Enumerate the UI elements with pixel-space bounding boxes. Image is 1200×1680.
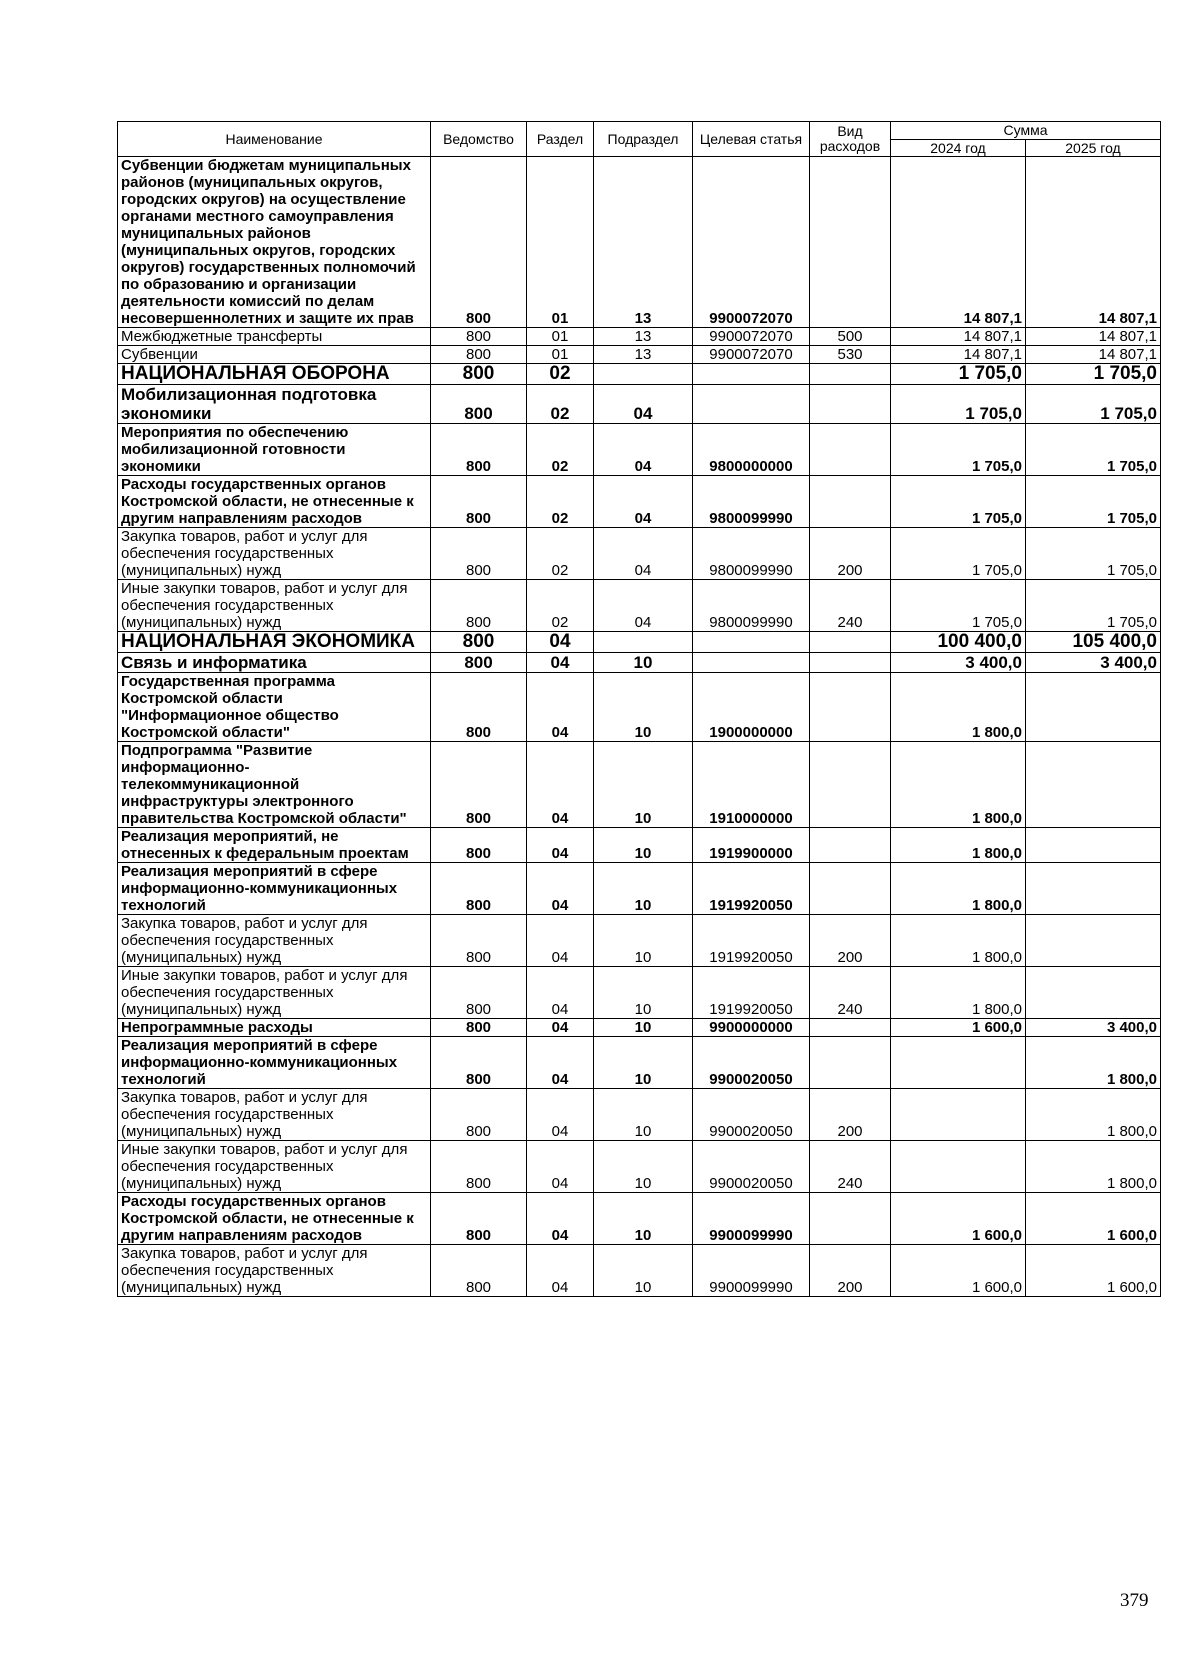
cell-dept: 800 bbox=[431, 632, 527, 653]
table-row bbox=[118, 828, 1161, 863]
cell-target: 9900072070 bbox=[693, 157, 810, 328]
cell-2024: 1 800,0 bbox=[891, 915, 1026, 967]
cell-name: Иные закупки товаров, работ и услуг для обеспечения государственных (муниципальных) нужд bbox=[118, 1141, 431, 1193]
cell-kind: 200 bbox=[810, 1089, 891, 1141]
cell-section: 04 bbox=[527, 1037, 594, 1089]
cell-name: Расходы государственных органов Костромской области, не отнесенные к другим направлениям расходов bbox=[118, 476, 431, 528]
cell-subsection: 10 bbox=[594, 863, 693, 915]
cell-name: НАЦИОНАЛЬНАЯ ЭКОНОМИКА bbox=[118, 632, 431, 653]
cell-target: 1919920050 bbox=[693, 915, 810, 967]
cell-section: 01 bbox=[527, 346, 594, 364]
cell-section: 02 bbox=[527, 476, 594, 528]
cell-target: 1900000000 bbox=[693, 673, 810, 742]
cell-2024: 1 600,0 bbox=[891, 1193, 1026, 1245]
cell-dept: 800 bbox=[431, 742, 527, 828]
table-row bbox=[118, 863, 1161, 915]
cell-2024: 1 705,0 bbox=[891, 364, 1026, 385]
cell-target: 9900072070 bbox=[693, 346, 810, 364]
cell-target: 9900072070 bbox=[693, 328, 810, 346]
table-row bbox=[118, 1089, 1161, 1141]
table-body bbox=[118, 157, 1161, 1297]
cell-kind: 200 bbox=[810, 528, 891, 580]
cell-kind bbox=[810, 476, 891, 528]
cell-subsection: 04 bbox=[594, 580, 693, 632]
cell-section: 02 bbox=[527, 528, 594, 580]
cell-dept: 800 bbox=[431, 1193, 527, 1245]
cell-kind bbox=[810, 632, 891, 653]
cell-dept: 800 bbox=[431, 863, 527, 915]
cell-subsection: 04 bbox=[594, 528, 693, 580]
header-sum: Сумма bbox=[891, 122, 1161, 140]
cell-2024 bbox=[891, 1089, 1026, 1141]
cell-2025: 3 400,0 bbox=[1026, 653, 1161, 673]
cell-name: Мобилизационная подготовка экономики bbox=[118, 385, 431, 424]
cell-2024: 1 800,0 bbox=[891, 967, 1026, 1019]
cell-subsection: 04 bbox=[594, 476, 693, 528]
cell-name: Государственная программа Костромской области "Информационное общество Костромской области" bbox=[118, 673, 431, 742]
table-row bbox=[118, 1019, 1161, 1037]
cell-kind bbox=[810, 157, 891, 328]
header-target: Целевая статья bbox=[693, 122, 810, 157]
cell-2025: 1 800,0 bbox=[1026, 1037, 1161, 1089]
cell-dept: 800 bbox=[431, 328, 527, 346]
cell-2024: 3 400,0 bbox=[891, 653, 1026, 673]
cell-subsection: 10 bbox=[594, 967, 693, 1019]
header-2024: 2024 год bbox=[891, 140, 1026, 157]
cell-kind: 240 bbox=[810, 580, 891, 632]
table-header bbox=[118, 122, 1161, 157]
table-row bbox=[118, 653, 1161, 673]
cell-subsection: 10 bbox=[594, 742, 693, 828]
cell-2024: 1 600,0 bbox=[891, 1245, 1026, 1297]
cell-dept: 800 bbox=[431, 673, 527, 742]
table-row bbox=[118, 364, 1161, 385]
cell-target: 9900099990 bbox=[693, 1245, 810, 1297]
cell-section: 04 bbox=[527, 1089, 594, 1141]
cell-target: 9800000000 bbox=[693, 424, 810, 476]
cell-kind bbox=[810, 653, 891, 673]
table-row bbox=[118, 580, 1161, 632]
cell-2025: 1 800,0 bbox=[1026, 1141, 1161, 1193]
cell-name: Реализация мероприятий в сфере информационно-коммуникационных технологий bbox=[118, 863, 431, 915]
cell-name: Межбюджетные трансферты bbox=[118, 328, 431, 346]
cell-subsection: 13 bbox=[594, 346, 693, 364]
cell-dept: 800 bbox=[431, 1019, 527, 1037]
cell-target: 9800099990 bbox=[693, 476, 810, 528]
cell-section: 04 bbox=[527, 742, 594, 828]
table-row bbox=[118, 424, 1161, 476]
cell-name: Мероприятия по обеспечению мобилизационной готовности экономики bbox=[118, 424, 431, 476]
cell-name: Связь и информатика bbox=[118, 653, 431, 673]
table-row bbox=[118, 1245, 1161, 1297]
cell-name: Иные закупки товаров, работ и услуг для обеспечения государственных (муниципальных) нужд bbox=[118, 967, 431, 1019]
cell-target: 9900020050 bbox=[693, 1037, 810, 1089]
cell-section: 02 bbox=[527, 385, 594, 424]
cell-target: 1919920050 bbox=[693, 863, 810, 915]
cell-target: 9900020050 bbox=[693, 1089, 810, 1141]
header-section: Раздел bbox=[527, 122, 594, 157]
cell-2025: 1 705,0 bbox=[1026, 424, 1161, 476]
cell-2025 bbox=[1026, 673, 1161, 742]
cell-section: 04 bbox=[527, 1019, 594, 1037]
budget-table-container bbox=[117, 121, 1160, 1297]
cell-subsection: 10 bbox=[594, 653, 693, 673]
cell-section: 04 bbox=[527, 673, 594, 742]
cell-dept: 800 bbox=[431, 528, 527, 580]
cell-dept: 800 bbox=[431, 476, 527, 528]
cell-target bbox=[693, 385, 810, 424]
header-2025: 2025 год bbox=[1026, 140, 1161, 157]
cell-2025: 1 705,0 bbox=[1026, 364, 1161, 385]
cell-kind bbox=[810, 828, 891, 863]
cell-subsection: 10 bbox=[594, 828, 693, 863]
cell-subsection: 04 bbox=[594, 385, 693, 424]
cell-2025: 1 800,0 bbox=[1026, 1089, 1161, 1141]
table-row bbox=[118, 632, 1161, 653]
cell-subsection: 10 bbox=[594, 1245, 693, 1297]
cell-subsection: 13 bbox=[594, 157, 693, 328]
cell-section: 04 bbox=[527, 1193, 594, 1245]
cell-dept: 800 bbox=[431, 346, 527, 364]
cell-name: Субвенции бюджетам муниципальных районов (муниципальных округов, городских округов) на осуществление органами местного самоуправления муниципальных районов (муниципальных округов, городских округов) государственных полномочий по образованию и организации деятельности комиссий по делам несовершеннолетних и защите их прав bbox=[118, 157, 431, 328]
cell-2024: 1 705,0 bbox=[891, 476, 1026, 528]
cell-dept: 800 bbox=[431, 828, 527, 863]
cell-section: 04 bbox=[527, 1245, 594, 1297]
cell-2025: 3 400,0 bbox=[1026, 1019, 1161, 1037]
cell-kind: 200 bbox=[810, 915, 891, 967]
cell-kind bbox=[810, 385, 891, 424]
cell-kind: 240 bbox=[810, 1141, 891, 1193]
cell-name: Реализация мероприятий в сфере информационно-коммуникационных технологий bbox=[118, 1037, 431, 1089]
cell-2024: 1 800,0 bbox=[891, 742, 1026, 828]
cell-dept: 800 bbox=[431, 385, 527, 424]
cell-name: НАЦИОНАЛЬНАЯ ОБОРОНА bbox=[118, 364, 431, 385]
cell-dept: 800 bbox=[431, 1037, 527, 1089]
cell-target: 9800099990 bbox=[693, 528, 810, 580]
cell-subsection: 10 bbox=[594, 915, 693, 967]
cell-2024: 14 807,1 bbox=[891, 346, 1026, 364]
cell-kind bbox=[810, 673, 891, 742]
cell-dept: 800 bbox=[431, 1089, 527, 1141]
cell-2025 bbox=[1026, 742, 1161, 828]
cell-2024: 1 800,0 bbox=[891, 863, 1026, 915]
cell-2024: 14 807,1 bbox=[891, 157, 1026, 328]
cell-target: 1910000000 bbox=[693, 742, 810, 828]
cell-dept: 800 bbox=[431, 653, 527, 673]
cell-target: 9900000000 bbox=[693, 1019, 810, 1037]
cell-section: 04 bbox=[527, 1141, 594, 1193]
cell-2025: 1 705,0 bbox=[1026, 528, 1161, 580]
cell-kind bbox=[810, 863, 891, 915]
cell-kind bbox=[810, 742, 891, 828]
cell-kind bbox=[810, 1037, 891, 1089]
cell-target bbox=[693, 364, 810, 385]
cell-section: 01 bbox=[527, 157, 594, 328]
cell-2025: 1 705,0 bbox=[1026, 476, 1161, 528]
cell-kind bbox=[810, 424, 891, 476]
cell-target bbox=[693, 632, 810, 653]
cell-dept: 800 bbox=[431, 157, 527, 328]
cell-2024: 1 600,0 bbox=[891, 1019, 1026, 1037]
cell-target: 1919920050 bbox=[693, 967, 810, 1019]
cell-name: Реализация мероприятий, не отнесенных к федеральным проектам bbox=[118, 828, 431, 863]
cell-section: 04 bbox=[527, 915, 594, 967]
cell-2025 bbox=[1026, 915, 1161, 967]
cell-kind: 500 bbox=[810, 328, 891, 346]
cell-2024: 14 807,1 bbox=[891, 328, 1026, 346]
cell-subsection bbox=[594, 632, 693, 653]
cell-kind: 200 bbox=[810, 1245, 891, 1297]
cell-target: 9900020050 bbox=[693, 1141, 810, 1193]
cell-2025: 1 600,0 bbox=[1026, 1193, 1161, 1245]
table-row bbox=[118, 476, 1161, 528]
cell-subsection: 10 bbox=[594, 1037, 693, 1089]
cell-dept: 800 bbox=[431, 967, 527, 1019]
cell-kind bbox=[810, 1019, 891, 1037]
cell-section: 04 bbox=[527, 828, 594, 863]
cell-dept: 800 bbox=[431, 1141, 527, 1193]
cell-2025: 14 807,1 bbox=[1026, 157, 1161, 328]
cell-kind bbox=[810, 364, 891, 385]
cell-2024: 1 800,0 bbox=[891, 673, 1026, 742]
cell-2025 bbox=[1026, 863, 1161, 915]
table-row bbox=[118, 915, 1161, 967]
cell-subsection bbox=[594, 364, 693, 385]
table-row bbox=[118, 742, 1161, 828]
cell-2024: 1 800,0 bbox=[891, 828, 1026, 863]
cell-subsection: 04 bbox=[594, 424, 693, 476]
cell-2024 bbox=[891, 1037, 1026, 1089]
cell-subsection: 10 bbox=[594, 1141, 693, 1193]
cell-section: 02 bbox=[527, 580, 594, 632]
cell-section: 04 bbox=[527, 967, 594, 1019]
cell-subsection: 10 bbox=[594, 673, 693, 742]
cell-dept: 800 bbox=[431, 915, 527, 967]
cell-name: Закупка товаров, работ и услуг для обеспечения государственных (муниципальных) нужд bbox=[118, 1089, 431, 1141]
cell-2024: 1 705,0 bbox=[891, 528, 1026, 580]
header-subsection: Подраздел bbox=[594, 122, 693, 157]
cell-section: 01 bbox=[527, 328, 594, 346]
cell-section: 02 bbox=[527, 364, 594, 385]
cell-target bbox=[693, 653, 810, 673]
table-row bbox=[118, 346, 1161, 364]
cell-name: Непрограммные расходы bbox=[118, 1019, 431, 1037]
budget-table bbox=[117, 121, 1161, 1297]
cell-name: Иные закупки товаров, работ и услуг для обеспечения государственных (муниципальных) нужд bbox=[118, 580, 431, 632]
cell-2025: 14 807,1 bbox=[1026, 346, 1161, 364]
cell-2024: 1 705,0 bbox=[891, 580, 1026, 632]
table-row bbox=[118, 385, 1161, 424]
cell-name: Расходы государственных органов Костромской области, не отнесенные к другим направлениям расходов bbox=[118, 1193, 431, 1245]
cell-target: 9800099990 bbox=[693, 580, 810, 632]
cell-subsection: 10 bbox=[594, 1019, 693, 1037]
cell-2025 bbox=[1026, 828, 1161, 863]
table-row bbox=[118, 157, 1161, 328]
table-row bbox=[118, 673, 1161, 742]
cell-section: 04 bbox=[527, 863, 594, 915]
table-row bbox=[118, 1037, 1161, 1089]
cell-name: Субвенции bbox=[118, 346, 431, 364]
cell-target: 1919900000 bbox=[693, 828, 810, 863]
cell-kind: 530 bbox=[810, 346, 891, 364]
header-kind: Вид расходов bbox=[810, 122, 891, 157]
cell-subsection: 10 bbox=[594, 1089, 693, 1141]
header-dept: Ведомство bbox=[431, 122, 527, 157]
cell-kind: 240 bbox=[810, 967, 891, 1019]
table-row bbox=[118, 1193, 1161, 1245]
cell-2024 bbox=[891, 1141, 1026, 1193]
cell-name: Закупка товаров, работ и услуг для обеспечения государственных (муниципальных) нужд bbox=[118, 528, 431, 580]
table-row bbox=[118, 328, 1161, 346]
cell-2025: 1 705,0 bbox=[1026, 580, 1161, 632]
cell-dept: 800 bbox=[431, 1245, 527, 1297]
cell-2024: 100 400,0 bbox=[891, 632, 1026, 653]
cell-dept: 800 bbox=[431, 424, 527, 476]
cell-section: 04 bbox=[527, 632, 594, 653]
cell-2024: 1 705,0 bbox=[891, 424, 1026, 476]
cell-name: Закупка товаров, работ и услуг для обеспечения государственных (муниципальных) нужд bbox=[118, 915, 431, 967]
table-row bbox=[118, 1141, 1161, 1193]
cell-subsection: 10 bbox=[594, 1193, 693, 1245]
cell-2025: 105 400,0 bbox=[1026, 632, 1161, 653]
cell-section: 02 bbox=[527, 424, 594, 476]
cell-section: 04 bbox=[527, 653, 594, 673]
page-number: 379 bbox=[1120, 1590, 1149, 1611]
cell-name: Закупка товаров, работ и услуг для обеспечения государственных (муниципальных) нужд bbox=[118, 1245, 431, 1297]
header-name: Наименование bbox=[118, 122, 431, 157]
cell-subsection: 13 bbox=[594, 328, 693, 346]
cell-2025 bbox=[1026, 967, 1161, 1019]
cell-target: 9900099990 bbox=[693, 1193, 810, 1245]
cell-2025: 1 705,0 bbox=[1026, 385, 1161, 424]
table-row bbox=[118, 528, 1161, 580]
cell-2025: 14 807,1 bbox=[1026, 328, 1161, 346]
cell-dept: 800 bbox=[431, 364, 527, 385]
table-row bbox=[118, 967, 1161, 1019]
cell-name: Подпрограмма "Развитие информационно-телекоммуникационной инфраструктуры электронного правительства Костромской области" bbox=[118, 742, 431, 828]
cell-kind bbox=[810, 1193, 891, 1245]
cell-2024: 1 705,0 bbox=[891, 385, 1026, 424]
cell-2025: 1 600,0 bbox=[1026, 1245, 1161, 1297]
cell-dept: 800 bbox=[431, 580, 527, 632]
